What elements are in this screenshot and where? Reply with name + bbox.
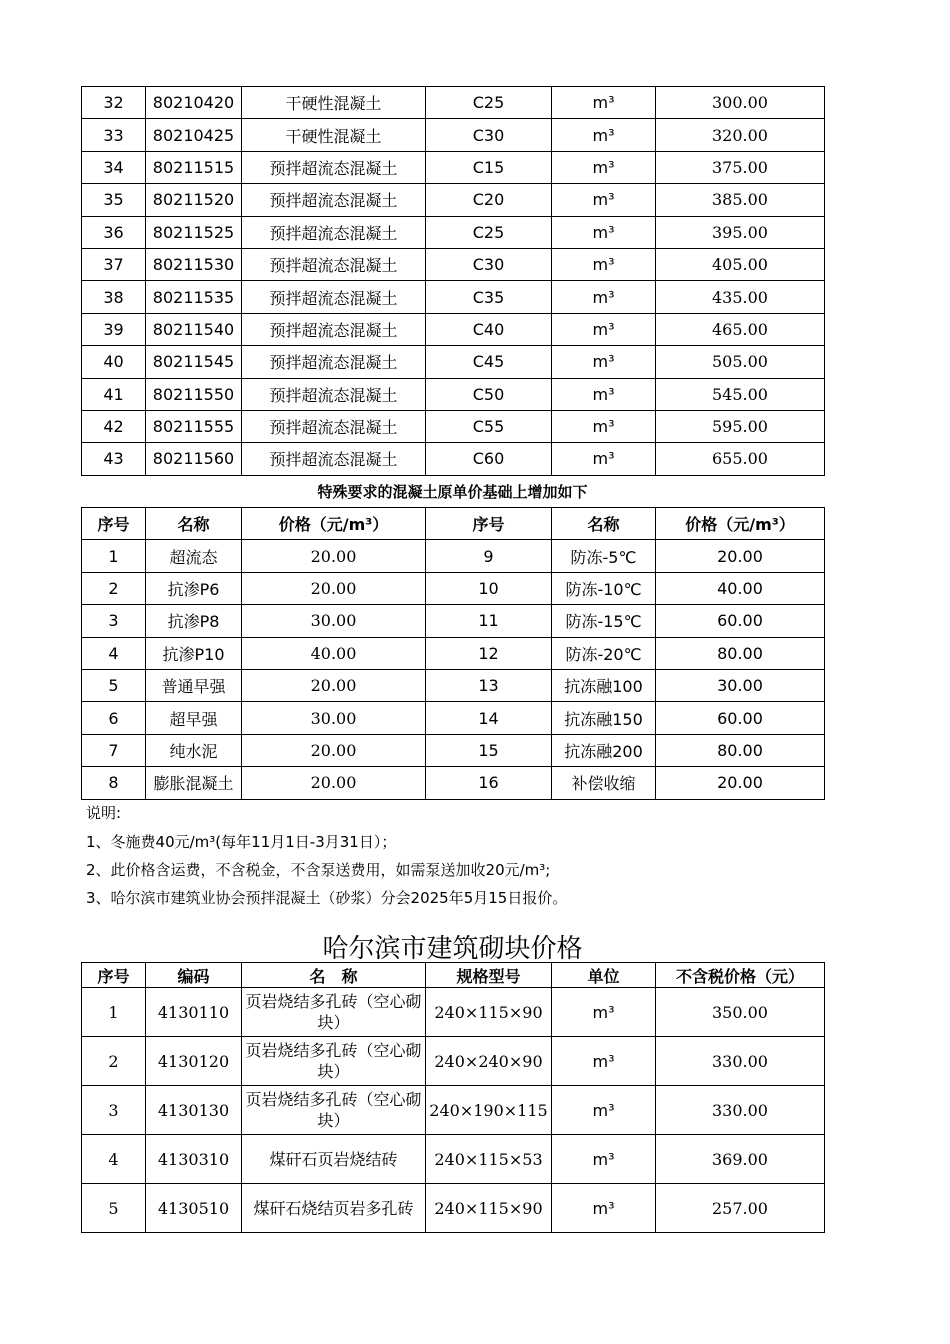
- cell-name: 膨胀混凝土: [146, 767, 242, 799]
- cell-price: 350.00: [656, 988, 825, 1037]
- cell-price: 405.00: [656, 248, 825, 280]
- cell-unit: m³: [552, 248, 656, 280]
- cell-price: 20.00: [242, 767, 426, 799]
- cell-code: 4130130: [146, 1086, 242, 1135]
- cell-grade: C25: [426, 216, 552, 248]
- header-name-2: 名称: [552, 508, 656, 540]
- cell-no: 9: [426, 540, 552, 572]
- table-row: [82, 346, 825, 378]
- cell-spec: 240×190×115: [426, 1086, 552, 1135]
- cell-no: 12: [426, 637, 552, 669]
- notes-label: 说明:: [86, 804, 122, 822]
- cell-price: 375.00: [656, 151, 825, 183]
- cell-code: 4130510: [146, 1184, 242, 1233]
- table-row: [82, 281, 825, 313]
- cell-name: 抗渗P10: [146, 637, 242, 669]
- cell-unit: m³: [552, 346, 656, 378]
- cell-grade: C45: [426, 346, 552, 378]
- cell-price: 20.00: [656, 540, 825, 572]
- cell-name: 预拌超流态混凝土: [242, 248, 426, 280]
- cell-no: 5: [82, 1184, 146, 1233]
- cell-price: 369.00: [656, 1135, 825, 1184]
- cell-unit: m³: [552, 410, 656, 442]
- cell-price: 60.00: [656, 702, 825, 734]
- cell-no: 15: [426, 734, 552, 766]
- cell-no: 7: [82, 734, 146, 766]
- header-no: 序号: [82, 963, 146, 988]
- cell-grade: C55: [426, 410, 552, 442]
- block-price-body: [82, 988, 825, 1233]
- cell-price: 465.00: [656, 313, 825, 345]
- cell-spec: 240×115×90: [426, 1184, 552, 1233]
- cell-price: 20.00: [656, 767, 825, 799]
- cell-price: 40.00: [242, 637, 426, 669]
- cell-unit: m³: [552, 151, 656, 183]
- table-header-row: [82, 963, 825, 988]
- cell-price: 330.00: [656, 1037, 825, 1086]
- cell-name: 抗渗P6: [146, 572, 242, 604]
- cell-no: 3: [82, 1086, 146, 1135]
- table-row: [82, 313, 825, 345]
- cell-name: 预拌超流态混凝土: [242, 443, 426, 475]
- cell-code: 80211540: [146, 313, 242, 345]
- cell-price: 80.00: [656, 637, 825, 669]
- cell-no: 36: [82, 216, 146, 248]
- cell-no: 32: [82, 87, 146, 119]
- cell-grade: C30: [426, 119, 552, 151]
- cell-grade: C20: [426, 184, 552, 216]
- cell-price: 20.00: [242, 669, 426, 701]
- cell-name: 预拌超流态混凝土: [242, 313, 426, 345]
- table-row: [82, 702, 825, 734]
- cell-unit: m³: [552, 988, 656, 1037]
- cell-name: 煤矸石页岩烧结砖: [242, 1135, 426, 1184]
- cell-no: 40: [82, 346, 146, 378]
- table-row: [82, 443, 825, 475]
- cell-price: 20.00: [242, 734, 426, 766]
- cell-name: 超流态: [146, 540, 242, 572]
- cell-name: 预拌超流态混凝土: [242, 378, 426, 410]
- cell-name: 页岩烧结多孔砖（空心砌块）: [242, 1086, 426, 1135]
- cell-no: 1: [82, 540, 146, 572]
- cell-unit: m³: [552, 87, 656, 119]
- cell-name: 页岩烧结多孔砖（空心砌块）: [242, 1037, 426, 1086]
- cell-name: 补偿收缩: [552, 767, 656, 799]
- cell-price: 40.00: [656, 572, 825, 604]
- special-requirements-caption: 特殊要求的混凝土原单价基础上增加如下: [317, 483, 588, 501]
- cell-no: 43: [82, 443, 146, 475]
- cell-no: 4: [82, 1135, 146, 1184]
- cell-spec: 240×115×53: [426, 1135, 552, 1184]
- cell-no: 41: [82, 378, 146, 410]
- cell-name: 干硬性混凝土: [242, 119, 426, 151]
- table-row: [82, 184, 825, 216]
- cell-price: 545.00: [656, 378, 825, 410]
- cell-name: 抗冻融100: [552, 669, 656, 701]
- cell-code: 80211560: [146, 443, 242, 475]
- cell-unit: m³: [552, 184, 656, 216]
- cell-price: 30.00: [656, 669, 825, 701]
- table-row: [82, 767, 825, 799]
- header-code: 编码: [146, 963, 242, 988]
- cell-name: 普通早强: [146, 669, 242, 701]
- table-row: [82, 151, 825, 183]
- cell-code: 4130120: [146, 1037, 242, 1086]
- cell-price: 60.00: [656, 605, 825, 637]
- cell-no: 39: [82, 313, 146, 345]
- cell-code: 80211555: [146, 410, 242, 442]
- cell-name: 纯水泥: [146, 734, 242, 766]
- cell-price: 330.00: [656, 1086, 825, 1135]
- cell-code: 80211550: [146, 378, 242, 410]
- cell-no: 3: [82, 605, 146, 637]
- cell-price: 385.00: [656, 184, 825, 216]
- cell-price: 300.00: [656, 87, 825, 119]
- cell-no: 8: [82, 767, 146, 799]
- cell-price: 320.00: [656, 119, 825, 151]
- cell-name: 预拌超流态混凝土: [242, 216, 426, 248]
- table-row: [82, 410, 825, 442]
- table-row: [82, 248, 825, 280]
- header-name-1: 名称: [146, 508, 242, 540]
- cell-no: 2: [82, 572, 146, 604]
- table-row: [82, 1184, 825, 1233]
- cell-price: 655.00: [656, 443, 825, 475]
- cell-price: 395.00: [656, 216, 825, 248]
- cell-unit: m³: [552, 216, 656, 248]
- concrete-price-body: [82, 87, 825, 476]
- cell-price: 257.00: [656, 1184, 825, 1233]
- cell-grade: C35: [426, 281, 552, 313]
- cell-name: 预拌超流态混凝土: [242, 410, 426, 442]
- special-surcharge-body: [82, 540, 825, 799]
- cell-name: 防冻-15℃: [552, 605, 656, 637]
- cell-code: 80210420: [146, 87, 242, 119]
- cell-name: 预拌超流态混凝土: [242, 184, 426, 216]
- cell-no: 2: [82, 1037, 146, 1086]
- cell-no: 34: [82, 151, 146, 183]
- table-row: [82, 572, 825, 604]
- table-row: [82, 119, 825, 151]
- note-item: 2、此价格含运费，不含税金，不含泵送费用，如需泵送加收20元/m³;: [86, 861, 551, 879]
- cell-name: 页岩烧结多孔砖（空心砌块）: [242, 988, 426, 1037]
- cell-name: 抗冻融200: [552, 734, 656, 766]
- table-row: [82, 540, 825, 572]
- table-row: [82, 637, 825, 669]
- cell-name: 预拌超流态混凝土: [242, 346, 426, 378]
- cell-name: 超早强: [146, 702, 242, 734]
- cell-grade: C40: [426, 313, 552, 345]
- cell-no: 38: [82, 281, 146, 313]
- header-no-1: 序号: [82, 508, 146, 540]
- table-row: [82, 378, 825, 410]
- cell-name: 防冻-10℃: [552, 572, 656, 604]
- cell-no: 10: [426, 572, 552, 604]
- header-name: 名 称: [242, 963, 426, 988]
- concrete-price-table: [81, 86, 825, 476]
- note-item: 1、冬施费40元/m³(每年11月1日-3月31日）；: [86, 833, 397, 851]
- cell-grade: C15: [426, 151, 552, 183]
- cell-name: 预拌超流态混凝土: [242, 281, 426, 313]
- note-item: 3、哈尔滨市建筑业协会预拌混凝土（砂浆）分会2025年5月15日报价。: [86, 889, 568, 907]
- cell-grade: C25: [426, 87, 552, 119]
- table-header-row: [82, 508, 825, 540]
- table-row: [82, 87, 825, 119]
- cell-code: 80211515: [146, 151, 242, 183]
- cell-name: 抗渗P8: [146, 605, 242, 637]
- cell-grade: C60: [426, 443, 552, 475]
- cell-price: 30.00: [242, 702, 426, 734]
- cell-no: 11: [426, 605, 552, 637]
- cell-name: 防冻-5℃: [552, 540, 656, 572]
- cell-no: 6: [82, 702, 146, 734]
- header-price-1: 价格（元/m³）: [242, 508, 426, 540]
- cell-name: 预拌超流态混凝土: [242, 151, 426, 183]
- cell-unit: m³: [552, 281, 656, 313]
- header-price: 不含税价格（元）: [656, 963, 825, 988]
- cell-unit: m³: [552, 378, 656, 410]
- cell-no: 42: [82, 410, 146, 442]
- cell-name: 防冻-20℃: [552, 637, 656, 669]
- table-row: [82, 605, 825, 637]
- cell-price: 595.00: [656, 410, 825, 442]
- table-row: [82, 1135, 825, 1184]
- cell-spec: 240×115×90: [426, 988, 552, 1037]
- cell-price: 505.00: [656, 346, 825, 378]
- cell-code: 80211530: [146, 248, 242, 280]
- cell-code: 80211545: [146, 346, 242, 378]
- cell-name: 煤矸石烧结页岩多孔砖: [242, 1184, 426, 1233]
- cell-unit: m³: [552, 119, 656, 151]
- cell-code: 80211520: [146, 184, 242, 216]
- cell-price: 80.00: [656, 734, 825, 766]
- cell-no: 16: [426, 767, 552, 799]
- cell-no: 37: [82, 248, 146, 280]
- cell-unit: m³: [552, 1086, 656, 1135]
- table-row: [82, 988, 825, 1037]
- cell-price: 20.00: [242, 572, 426, 604]
- table-row: [82, 669, 825, 701]
- cell-no: 4: [82, 637, 146, 669]
- block-prices-title: 哈尔滨市建筑砌块价格: [322, 934, 583, 964]
- header-spec: 规格型号: [426, 963, 552, 988]
- cell-no: 1: [82, 988, 146, 1037]
- cell-code: 80210425: [146, 119, 242, 151]
- cell-spec: 240×240×90: [426, 1037, 552, 1086]
- table-row: [82, 1037, 825, 1086]
- table-row: [82, 1086, 825, 1135]
- cell-price: 435.00: [656, 281, 825, 313]
- cell-name: 抗冻融150: [552, 702, 656, 734]
- block-price-table: [81, 962, 825, 1233]
- cell-price: 20.00: [242, 540, 426, 572]
- cell-no: 13: [426, 669, 552, 701]
- header-unit: 单位: [552, 963, 656, 988]
- special-surcharge-table: [81, 507, 825, 800]
- cell-grade: C50: [426, 378, 552, 410]
- cell-unit: m³: [552, 313, 656, 345]
- cell-unit: m³: [552, 1135, 656, 1184]
- cell-grade: C30: [426, 248, 552, 280]
- cell-code: 80211535: [146, 281, 242, 313]
- header-no-2: 序号: [426, 508, 552, 540]
- cell-no: 5: [82, 669, 146, 701]
- cell-code: 80211525: [146, 216, 242, 248]
- cell-unit: m³: [552, 1184, 656, 1233]
- table-row: [82, 734, 825, 766]
- cell-no: 14: [426, 702, 552, 734]
- cell-price: 30.00: [242, 605, 426, 637]
- cell-code: 4130310: [146, 1135, 242, 1184]
- cell-unit: m³: [552, 1037, 656, 1086]
- cell-no: 35: [82, 184, 146, 216]
- cell-name: 干硬性混凝土: [242, 87, 426, 119]
- header-price-2: 价格（元/m³）: [656, 508, 825, 540]
- cell-unit: m³: [552, 443, 656, 475]
- cell-no: 33: [82, 119, 146, 151]
- table-row: [82, 216, 825, 248]
- cell-code: 4130110: [146, 988, 242, 1037]
